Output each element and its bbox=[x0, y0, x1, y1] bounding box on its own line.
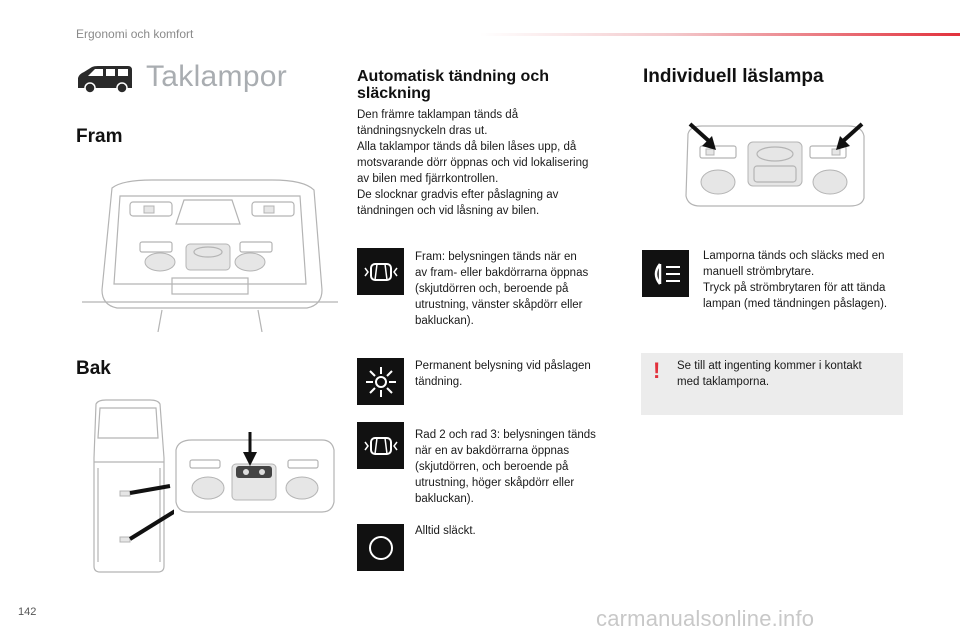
item-line: bakluckan). bbox=[415, 315, 474, 327]
item-line: Tryck på strömbrytaren för att tända bbox=[703, 282, 886, 294]
van-icon bbox=[76, 64, 134, 94]
rear-door-light-icon bbox=[357, 422, 404, 469]
reading-lamp-icon bbox=[642, 250, 689, 297]
reading-lamp-heading: Individuell läslampa bbox=[643, 66, 824, 87]
item-line: Fram: belysningen tänds när en bbox=[415, 251, 577, 263]
item-line: Alltid släckt. bbox=[415, 525, 476, 537]
item-line: (skjutdörren och, beroende på bbox=[415, 283, 569, 295]
permanent-light-icon bbox=[357, 358, 404, 405]
van-top-view-illustration bbox=[84, 398, 174, 574]
intro-line: tändningen och vid låsning av bilen. bbox=[357, 205, 540, 217]
page-title: Taklampor bbox=[146, 60, 288, 93]
left-arrow-pointer-icon bbox=[688, 122, 720, 152]
warning-line: med taklamporna. bbox=[677, 376, 770, 388]
item-line: lampan (med tändningen påslagen). bbox=[703, 298, 888, 310]
item-line: när en av bakdörrarna öppnas bbox=[415, 445, 570, 457]
intro-line: tändningsnyckeln dras ut. bbox=[357, 125, 488, 137]
item-line: utrustning, höger skåpdörr eller bbox=[415, 477, 575, 489]
item-line: utrustning, vänster skåpdörr eller bbox=[415, 299, 583, 311]
header-rule bbox=[480, 33, 960, 36]
warning-line: Se till att ingenting kommer i kontakt bbox=[677, 360, 862, 372]
auto-lighting-intro bbox=[357, 107, 627, 219]
intro-line: motsvarande dörr öppnas och vid lokalisering bbox=[357, 157, 589, 169]
down-arrow-icon bbox=[240, 432, 260, 468]
item-line: (skjutdörren, och beroende på bbox=[415, 461, 569, 473]
always-off-text bbox=[415, 523, 615, 539]
item-line: av fram- eller bakdörrarna öppnas bbox=[415, 267, 589, 279]
item-line: bakluckan). bbox=[415, 493, 474, 505]
auto-lighting-heading: Automatisk tändning och släckning bbox=[357, 68, 549, 102]
front-door-light-text bbox=[415, 249, 615, 329]
intro-line: Alla taklampor tänds då bilen låses upp, då bbox=[357, 141, 577, 153]
rear-heading: Bak bbox=[76, 358, 111, 379]
item-line: tändning. bbox=[415, 376, 463, 388]
item-line: Permanent belysning vid påslagen bbox=[415, 360, 591, 372]
warning-exclamation-icon: ! bbox=[653, 358, 661, 383]
warning-text bbox=[677, 358, 892, 390]
right-arrow-pointer-icon bbox=[832, 122, 864, 152]
watermark: carmanualsonline.info bbox=[596, 606, 815, 631]
page-number: 142 bbox=[18, 606, 37, 618]
item-line: Lamporna tänds och släcks med en bbox=[703, 250, 885, 262]
item-line: Rad 2 och rad 3: belysningen tänds bbox=[415, 429, 596, 441]
intro-line: De slocknar gradvis efter påslagning av bbox=[357, 189, 559, 201]
rear-door-light-text bbox=[415, 427, 615, 507]
front-door-light-icon bbox=[357, 248, 404, 295]
permanent-light-text bbox=[415, 358, 615, 390]
reading-lamp-text bbox=[703, 248, 913, 312]
off-circle-icon bbox=[357, 524, 404, 571]
front-heading: Fram bbox=[76, 126, 123, 147]
running-header: Ergonomi och komfort bbox=[76, 27, 194, 41]
front-ceiling-light-illustration bbox=[82, 160, 338, 332]
intro-line: av bilen med fjärrkontrollen. bbox=[357, 173, 499, 185]
intro-line: Den främre taklampan tänds då bbox=[357, 109, 519, 121]
item-line: manuell strömbrytare. bbox=[703, 266, 815, 278]
